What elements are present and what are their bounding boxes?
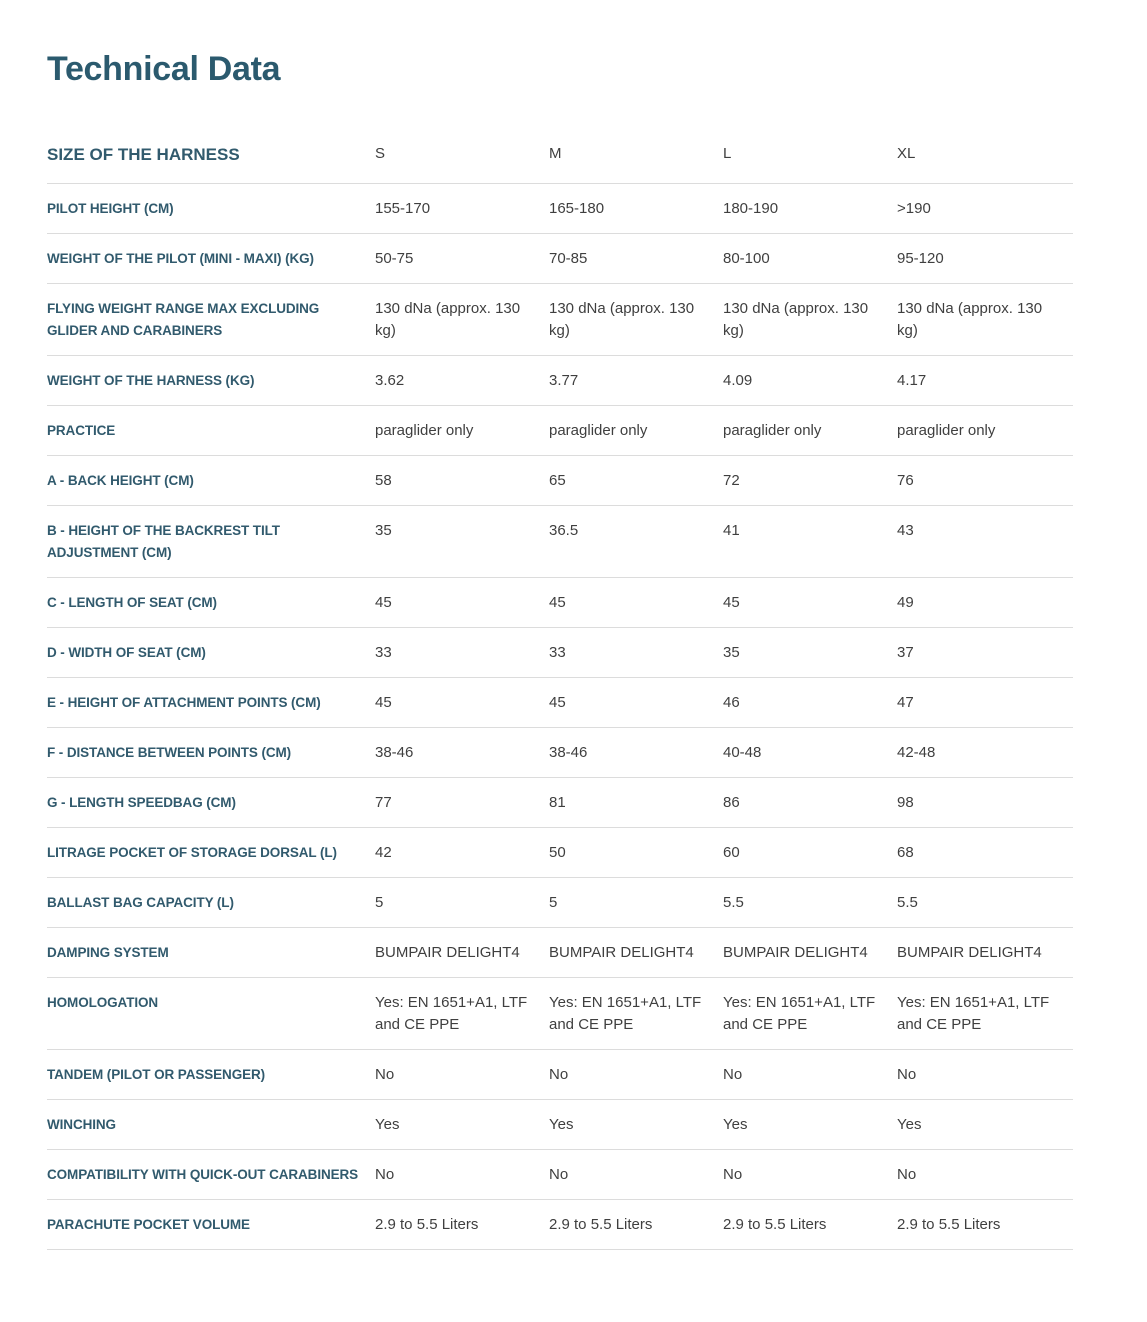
row-value: 80-100 xyxy=(723,250,770,267)
row-value: 38-46 xyxy=(375,744,414,761)
row-value: Yes xyxy=(897,1116,922,1133)
row-label: G - LENGTH SPEEDBAG (CM) xyxy=(47,795,236,810)
row-value: 47 xyxy=(897,694,914,711)
row-value: 5.5 xyxy=(897,894,918,911)
row-label: WEIGHT OF THE PILOT (MINI - MAXI) (KG) xyxy=(47,251,314,266)
row-value: 2.9 to 5.5 Liters xyxy=(549,1216,653,1233)
row-value: 50-75 xyxy=(375,250,414,267)
table-row xyxy=(47,778,1073,828)
row-value: 35 xyxy=(723,644,740,661)
row-value: 95-120 xyxy=(897,250,944,267)
row-label: COMPATIBILITY WITH QUICK-OUT CARABINERS xyxy=(47,1167,359,1182)
row-value: Yes: EN 1651+A1, LTF and CE PPE xyxy=(723,994,876,1033)
row-value: >190 xyxy=(897,200,931,217)
row-value: 98 xyxy=(897,794,914,811)
technical-data-table xyxy=(47,141,1073,1250)
row-value: 2.9 to 5.5 Liters xyxy=(723,1216,827,1233)
row-label: LITRAGE POCKET OF STORAGE DORSAL (L) xyxy=(47,845,337,860)
row-value: paraglider only xyxy=(549,422,648,439)
row-label: B - HEIGHT OF THE BACKREST TILT ADJUSTMENT (CM) xyxy=(47,523,280,560)
row-value: 45 xyxy=(549,594,566,611)
row-value: paraglider only xyxy=(897,422,996,439)
row-value: 4.17 xyxy=(897,372,927,389)
row-value: BUMPAIR DELIGHT4 xyxy=(897,944,1042,961)
row-value: 70-85 xyxy=(549,250,588,267)
row-value: 130 dNa (approx. 130 kg) xyxy=(897,300,1043,339)
row-value: 65 xyxy=(549,472,566,489)
row-value: 180-190 xyxy=(723,200,779,217)
row-label: PRACTICE xyxy=(47,423,116,438)
row-value: paraglider only xyxy=(375,422,474,439)
row-label: WINCHING xyxy=(47,1117,116,1132)
row-label: E - HEIGHT OF ATTACHMENT POINTS (CM) xyxy=(47,695,321,710)
row-label: BALLAST BAG CAPACITY (L) xyxy=(47,895,234,910)
row-value: 165-180 xyxy=(549,200,605,217)
column-header-s: S xyxy=(375,145,386,162)
table-row xyxy=(47,456,1073,506)
table-row xyxy=(47,878,1073,928)
table-row xyxy=(47,284,1073,356)
row-value: 2.9 to 5.5 Liters xyxy=(897,1216,1001,1233)
row-value: 45 xyxy=(549,694,566,711)
row-value: No xyxy=(723,1166,743,1183)
column-header-l: L xyxy=(723,145,732,162)
row-value: 50 xyxy=(549,844,566,861)
row-value: 4.09 xyxy=(723,372,753,389)
row-value: No xyxy=(723,1066,743,1083)
table-row xyxy=(47,406,1073,456)
row-value: BUMPAIR DELIGHT4 xyxy=(375,944,520,961)
row-label: PARACHUTE POCKET VOLUME xyxy=(47,1217,250,1232)
table-row xyxy=(47,678,1073,728)
row-value: 35 xyxy=(375,522,392,539)
row-label: FLYING WEIGHT RANGE MAX EXCLUDING GLIDER AND CARABINERS xyxy=(47,301,320,338)
row-value: 86 xyxy=(723,794,740,811)
row-value: 130 dNa (approx. 130 kg) xyxy=(549,300,695,339)
table-row xyxy=(47,506,1073,578)
row-value: Yes xyxy=(723,1116,748,1133)
row-value: Yes: EN 1651+A1, LTF and CE PPE xyxy=(549,994,702,1033)
row-value: BUMPAIR DELIGHT4 xyxy=(723,944,868,961)
table-row xyxy=(47,1050,1073,1100)
row-value: 76 xyxy=(897,472,914,489)
row-value: 81 xyxy=(549,794,566,811)
row-value: 5 xyxy=(549,894,558,911)
row-value: 130 dNa (approx. 130 kg) xyxy=(723,300,869,339)
row-value: 36.5 xyxy=(549,522,579,539)
row-label: HOMOLOGATION xyxy=(47,995,159,1010)
row-value: 60 xyxy=(723,844,740,861)
row-value: 45 xyxy=(723,594,740,611)
row-value: Yes xyxy=(549,1116,574,1133)
page-title: Technical Data xyxy=(47,50,281,88)
row-label: DAMPING SYSTEM xyxy=(47,945,169,960)
row-value: 40-48 xyxy=(723,744,762,761)
row-value: Yes: EN 1651+A1, LTF and CE PPE xyxy=(375,994,528,1033)
table-row xyxy=(47,1150,1073,1200)
table-row xyxy=(47,1100,1073,1150)
row-value: 43 xyxy=(897,522,914,539)
row-label: TANDEM (PILOT OR PASSENGER) xyxy=(47,1067,266,1082)
row-value: 49 xyxy=(897,594,914,611)
row-value: 42-48 xyxy=(897,744,936,761)
table-header-label: SIZE OF THE HARNESS xyxy=(47,145,240,164)
row-value: 33 xyxy=(375,644,392,661)
row-value: 5 xyxy=(375,894,384,911)
row-value: Yes xyxy=(375,1116,400,1133)
row-value: paraglider only xyxy=(723,422,822,439)
row-value: No xyxy=(375,1166,395,1183)
table-body xyxy=(47,184,1073,1250)
row-value: Yes: EN 1651+A1, LTF and CE PPE xyxy=(897,994,1050,1033)
row-label: C - LENGTH OF SEAT (CM) xyxy=(47,595,217,610)
table-row xyxy=(47,234,1073,284)
row-value: 77 xyxy=(375,794,392,811)
row-label: WEIGHT OF THE HARNESS (KG) xyxy=(47,373,255,388)
row-label: D - WIDTH OF SEAT (CM) xyxy=(47,645,206,660)
row-value: No xyxy=(897,1166,917,1183)
row-value: No xyxy=(897,1066,917,1083)
row-value: 41 xyxy=(723,522,740,539)
column-header-xl: XL xyxy=(897,145,916,162)
table-header-row xyxy=(47,141,1073,184)
row-value: BUMPAIR DELIGHT4 xyxy=(549,944,694,961)
row-value: 72 xyxy=(723,472,740,489)
row-value: No xyxy=(549,1066,569,1083)
row-value: 155-170 xyxy=(375,200,431,217)
table-row xyxy=(47,828,1073,878)
table-row xyxy=(47,578,1073,628)
row-value: 45 xyxy=(375,594,392,611)
column-header-m: M xyxy=(549,145,562,162)
row-value: 42 xyxy=(375,844,392,861)
table-row xyxy=(47,184,1073,234)
row-label: PILOT HEIGHT (CM) xyxy=(47,201,174,216)
row-value: 38-46 xyxy=(549,744,588,761)
row-value: 58 xyxy=(375,472,392,489)
table-row xyxy=(47,1200,1073,1250)
table-row xyxy=(47,928,1073,978)
row-value: 68 xyxy=(897,844,914,861)
row-value: 3.62 xyxy=(375,372,405,389)
row-value: 130 dNa (approx. 130 kg) xyxy=(375,300,521,339)
row-label: A - BACK HEIGHT (CM) xyxy=(47,473,194,488)
row-value: 45 xyxy=(375,694,392,711)
row-value: No xyxy=(549,1166,569,1183)
row-value: No xyxy=(375,1066,395,1083)
row-value: 5.5 xyxy=(723,894,744,911)
row-value: 3.77 xyxy=(549,372,579,389)
row-value: 37 xyxy=(897,644,914,661)
row-label: F - DISTANCE BETWEEN POINTS (CM) xyxy=(47,745,292,760)
row-value: 46 xyxy=(723,694,740,711)
row-value: 33 xyxy=(549,644,566,661)
row-value: 2.9 to 5.5 Liters xyxy=(375,1216,479,1233)
table-row xyxy=(47,728,1073,778)
table-row xyxy=(47,978,1073,1050)
table-row xyxy=(47,356,1073,406)
table-row xyxy=(47,628,1073,678)
